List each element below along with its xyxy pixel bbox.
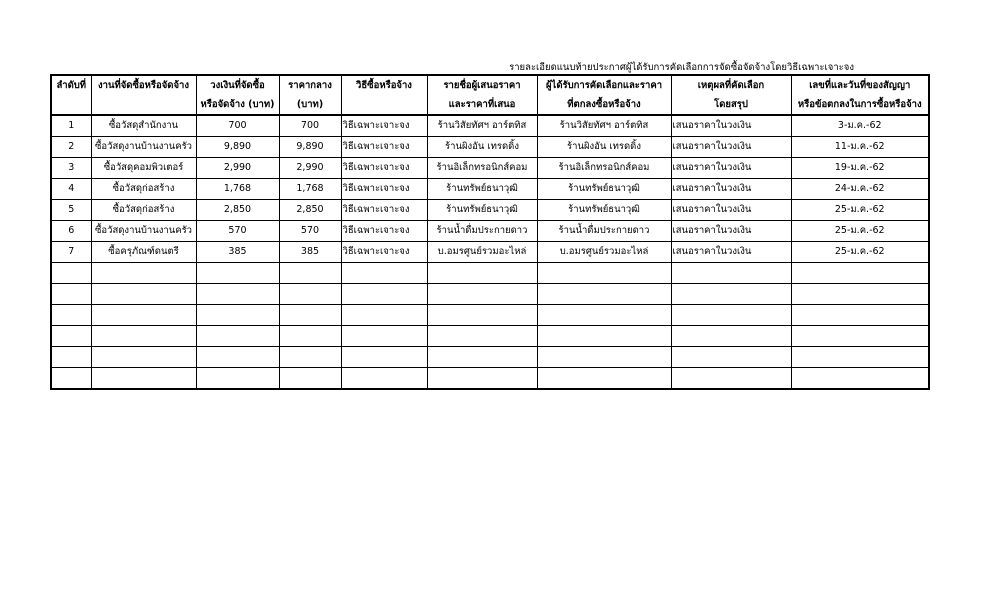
- contract-date-cell: 24-ม.ค.-62: [791, 179, 929, 200]
- empty-row: [51, 368, 929, 390]
- reference-price-cell: 385: [279, 242, 341, 263]
- empty-cell: [791, 263, 929, 284]
- selected-vendor-cell: ร้านทรัพย์ธนาวุฒิ: [537, 179, 671, 200]
- empty-cell: [671, 263, 791, 284]
- empty-cell: [279, 368, 341, 390]
- empty-row: [51, 326, 929, 347]
- table-row: [51, 221, 929, 242]
- order-cell: 5: [51, 200, 91, 221]
- item-cell: ซื้อวัสดุงานบ้านงานครัว: [91, 221, 196, 242]
- budget-cell: 570: [196, 221, 279, 242]
- budget-cell: 2,990: [196, 158, 279, 179]
- contract-date-cell: 25-ม.ค.-62: [791, 242, 929, 263]
- empty-cell: [671, 305, 791, 326]
- reference-price-cell: 570: [279, 221, 341, 242]
- order-cell: 2: [51, 137, 91, 158]
- header-row-2: [51, 95, 929, 115]
- budget-cell: 1,768: [196, 179, 279, 200]
- empty-cell: [427, 326, 537, 347]
- empty-cell: [427, 263, 537, 284]
- table-row: [51, 137, 929, 158]
- contract-date-cell: 25-ม.ค.-62: [791, 200, 929, 221]
- header-cell: ที่ตกลงซื้อหรือจ้าง: [537, 95, 671, 115]
- contract-date-cell: 19-ม.ค.-62: [791, 158, 929, 179]
- empty-cell: [537, 368, 671, 390]
- bidders-cell: ร้านทรัพย์ธนาวุฒิ: [427, 200, 537, 221]
- contract-date-cell: 11-ม.ค.-62: [791, 137, 929, 158]
- empty-cell: [791, 284, 929, 305]
- empty-cell: [279, 347, 341, 368]
- empty-cell: [91, 347, 196, 368]
- reason-cell: เสนอราคาในวงเงิน: [671, 200, 791, 221]
- empty-cell: [91, 326, 196, 347]
- reference-price-cell: 700: [279, 115, 341, 137]
- empty-cell: [427, 368, 537, 390]
- header-cell: ลำดับที่: [51, 75, 91, 95]
- method-cell: วิธีเฉพาะเจาะจง: [341, 242, 427, 263]
- header-cell: รายชื่อผู้เสนอราคา: [427, 75, 537, 95]
- empty-cell: [196, 368, 279, 390]
- empty-cell: [341, 326, 427, 347]
- item-cell: ซื้อวัสดุสำนักงาน: [91, 115, 196, 137]
- budget-cell: 9,890: [196, 137, 279, 158]
- item-cell: ซื้อวัสดุงานบ้านงานครัว: [91, 137, 196, 158]
- empty-cell: [427, 305, 537, 326]
- reference-price-cell: 9,890: [279, 137, 341, 158]
- reason-cell: เสนอราคาในวงเงิน: [671, 137, 791, 158]
- reason-cell: เสนอราคาในวงเงิน: [671, 179, 791, 200]
- table-row: [51, 179, 929, 200]
- header-cell: วงเงินที่จัดซื้อ: [196, 75, 279, 95]
- empty-cell: [91, 284, 196, 305]
- procurement-table: [50, 74, 930, 390]
- reason-cell: เสนอราคาในวงเงิน: [671, 115, 791, 137]
- empty-cell: [51, 263, 91, 284]
- empty-row: [51, 305, 929, 326]
- selected-vendor-cell: ร้านทรัพย์ธนาวุฒิ: [537, 200, 671, 221]
- header-cell: [91, 95, 196, 115]
- empty-row: [51, 284, 929, 305]
- empty-cell: [537, 263, 671, 284]
- empty-cell: [537, 305, 671, 326]
- order-cell: 4: [51, 179, 91, 200]
- order-cell: 7: [51, 242, 91, 263]
- order-cell: 1: [51, 115, 91, 137]
- order-cell: 3: [51, 158, 91, 179]
- header-cell: หรือจัดจ้าง (บาท): [196, 95, 279, 115]
- selected-vendor-cell: ร้านผิงอัน เทรดดิ้ง: [537, 137, 671, 158]
- selected-vendor-cell: ร้านวิสัยทัศฯ อาร์ตทิส: [537, 115, 671, 137]
- header-cell: (บาท): [279, 95, 341, 115]
- empty-cell: [537, 326, 671, 347]
- bidders-cell: ร้านวิสัยทัศฯ อาร์ตทิส: [427, 115, 537, 137]
- bidders-cell: ร้านทรัพย์ธนาวุฒิ: [427, 179, 537, 200]
- empty-cell: [91, 263, 196, 284]
- empty-cell: [279, 326, 341, 347]
- method-cell: วิธีเฉพาะเจาะจง: [341, 221, 427, 242]
- table-row: [51, 242, 929, 263]
- empty-cell: [671, 347, 791, 368]
- item-cell: ซื้อครุภัณฑ์ดนตรี: [91, 242, 196, 263]
- empty-cell: [671, 368, 791, 390]
- empty-cell: [341, 284, 427, 305]
- header-cell: [341, 95, 427, 115]
- header-cell: งานที่จัดซื้อหรือจัดจ้าง: [91, 75, 196, 95]
- empty-cell: [51, 326, 91, 347]
- empty-cell: [51, 347, 91, 368]
- budget-cell: 700: [196, 115, 279, 137]
- header-cell: วิธีซื้อหรือจ้าง: [341, 75, 427, 95]
- empty-row: [51, 263, 929, 284]
- method-cell: วิธีเฉพาะเจาะจง: [341, 137, 427, 158]
- reference-price-cell: 2,850: [279, 200, 341, 221]
- selected-vendor-cell: ร้านน้ำดื่มประกายดาว: [537, 221, 671, 242]
- method-cell: วิธีเฉพาะเจาะจง: [341, 200, 427, 221]
- empty-cell: [791, 305, 929, 326]
- reference-price-cell: 2,990: [279, 158, 341, 179]
- header-cell: เหตุผลที่คัดเลือก: [671, 75, 791, 95]
- header-cell: หรือข้อตกลงในการซื้อหรือจ้าง: [791, 95, 929, 115]
- empty-cell: [91, 368, 196, 390]
- empty-cell: [671, 326, 791, 347]
- empty-cell: [791, 347, 929, 368]
- header-cell: ผู้ได้รับการคัดเลือกและราคา: [537, 75, 671, 95]
- empty-row: [51, 347, 929, 368]
- method-cell: วิธีเฉพาะเจาะจง: [341, 179, 427, 200]
- budget-cell: 2,850: [196, 200, 279, 221]
- header-cell: ราคากลาง: [279, 75, 341, 95]
- item-cell: ซื้อวัสดุก่อสร้าง: [91, 200, 196, 221]
- empty-cell: [51, 284, 91, 305]
- reference-price-cell: 1,768: [279, 179, 341, 200]
- item-cell: ซื้อวัสดุก่อสร้าง: [91, 179, 196, 200]
- empty-cell: [341, 263, 427, 284]
- empty-cell: [791, 368, 929, 390]
- bidders-cell: ร้านอิเล็กทรอนิกส์คอม: [427, 158, 537, 179]
- empty-cell: [196, 305, 279, 326]
- header-row-1: [51, 75, 929, 95]
- bidders-cell: บ.อมรศูนย์รวมอะไหล่: [427, 242, 537, 263]
- empty-cell: [427, 347, 537, 368]
- empty-cell: [196, 263, 279, 284]
- empty-cell: [279, 305, 341, 326]
- empty-cell: [196, 326, 279, 347]
- empty-cell: [51, 368, 91, 390]
- table-row: [51, 200, 929, 221]
- empty-cell: [537, 347, 671, 368]
- reason-cell: เสนอราคาในวงเงิน: [671, 242, 791, 263]
- empty-cell: [341, 305, 427, 326]
- empty-cell: [196, 284, 279, 305]
- empty-cell: [427, 284, 537, 305]
- document-title: รายละเอียดแนบท้ายประกาศผู้ได้รับการคัดเลือกการจัดซื้อจัดจ้างโดยวิธีเฉพาะเจาะจง: [509, 62, 854, 73]
- method-cell: วิธีเฉพาะเจาะจง: [341, 158, 427, 179]
- empty-cell: [279, 284, 341, 305]
- bidders-cell: ร้านผิงอัน เทรดดิ้ง: [427, 137, 537, 158]
- selected-vendor-cell: ร้านอิเล็กทรอนิกส์คอม: [537, 158, 671, 179]
- empty-cell: [51, 305, 91, 326]
- empty-cell: [537, 284, 671, 305]
- selected-vendor-cell: บ.อมรศูนย์รวมอะไหล่: [537, 242, 671, 263]
- method-cell: วิธีเฉพาะเจาะจง: [341, 115, 427, 137]
- reason-cell: เสนอราคาในวงเงิน: [671, 158, 791, 179]
- empty-cell: [196, 347, 279, 368]
- header-cell: [51, 95, 91, 115]
- empty-cell: [671, 284, 791, 305]
- order-cell: 6: [51, 221, 91, 242]
- reason-cell: เสนอราคาในวงเงิน: [671, 221, 791, 242]
- empty-cell: [341, 368, 427, 390]
- item-cell: ซื้อวัสดุคอมพิวเตอร์: [91, 158, 196, 179]
- bidders-cell: ร้านน้ำดื่มประกายดาว: [427, 221, 537, 242]
- empty-cell: [279, 263, 341, 284]
- contract-date-cell: 3-ม.ค.-62: [791, 115, 929, 137]
- empty-cell: [91, 305, 196, 326]
- empty-cell: [341, 347, 427, 368]
- table-row: [51, 158, 929, 179]
- header-cell: โดยสรุป: [671, 95, 791, 115]
- budget-cell: 385: [196, 242, 279, 263]
- header-cell: เลขที่และวันที่ของสัญญา: [791, 75, 929, 95]
- table-row: [51, 115, 929, 137]
- contract-date-cell: 25-ม.ค.-62: [791, 221, 929, 242]
- header-cell: และราคาที่เสนอ: [427, 95, 537, 115]
- empty-cell: [791, 326, 929, 347]
